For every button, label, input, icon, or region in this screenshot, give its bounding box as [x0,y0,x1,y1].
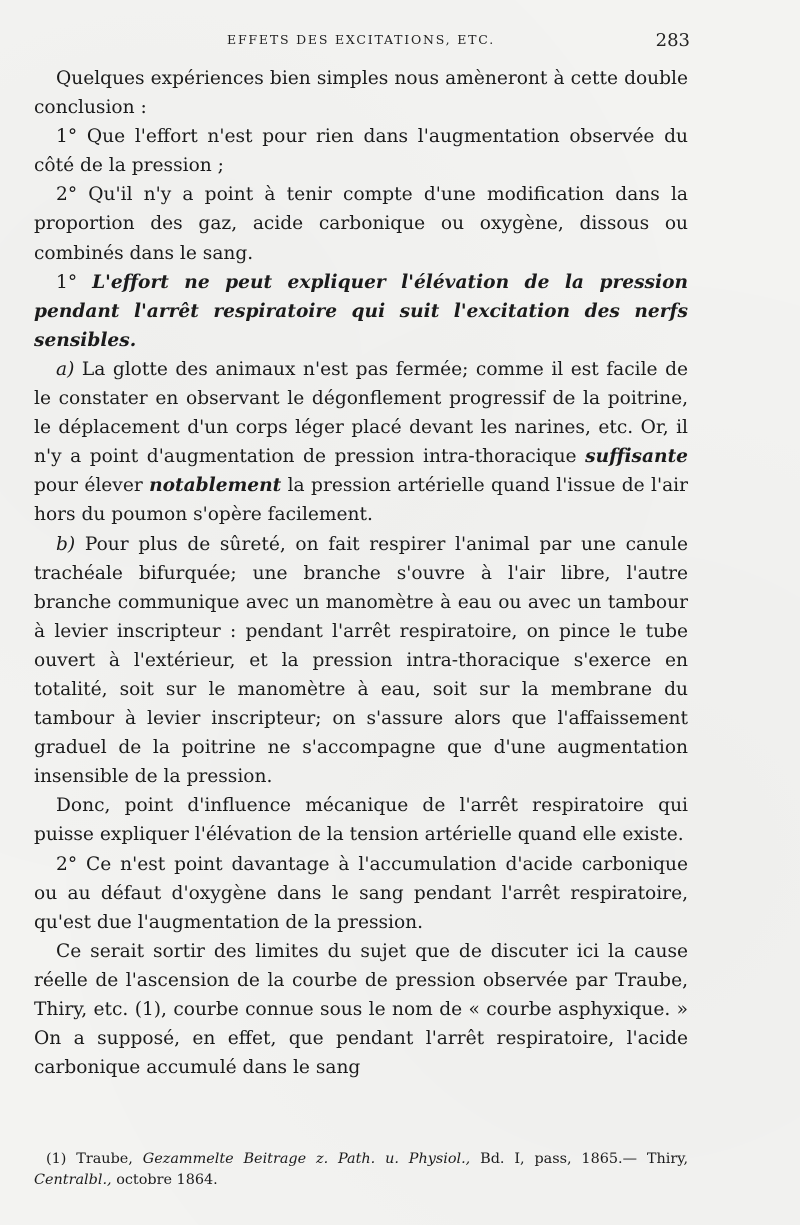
paragraph-intro: Quelques expériences bien simples nous amèneront à cette double conclusion : [34,68,688,119]
paragraph-conclusion: Donc, point d'influence mécanique de l'arrêt respiratoire qui puisse expliquer l'élévation de la tension artérielle quand elle existe. [34,795,688,846]
footnote-marker: (1) [46,1151,67,1167]
paragraph-a [34,355,688,530]
footnote-rest-2: octobre 1864. [116,1172,218,1188]
footnote-1 [34,1149,688,1191]
paragraph-section-2: 2° Ce n'est point davantage à l'accumulation d'acide carbonique ou au défaut d'oxygène dans le sang pendant l'arrêt respiratoire, qu'est due l'augmentation de la pression. [34,853,688,933]
footnote-title-2: Centralbl., [34,1172,112,1188]
footnote-author-2: Thiry, [646,1151,689,1167]
paragraph-b-text: Pour plus de sûreté, on fait respirer l'animal par une canule trachéale bifurquée; une branche s'ouvre à l'air libre, l'autre branche communique avec un manomètre à eau ou avec un tambour à levier inscripteur : pendant l'arrêt respiratoire, on pince le tube ouvert à l'extérieur, et la pression intra-thoracique s'exerce en totalité, soit sur le manomètre à eau, soit sur la membrane du tambour à levier inscripteur; on s'assure alors que l'affaissement graduel de la poitrine ne s'accompagne que d'une augmentation insensible de la pression. [34,533,688,788]
paragraph-point-2: 2° Qu'il n'y a point à tenir compte d'une modification dans la proportion des gaz, acide carbonique ou oxygène, dissous ou combinés dans le sang. [34,184,688,264]
section-number: 1° [56,271,78,293]
footnote-title-1: Gezammelte Beitrage z. Path. u. Physiol., [142,1151,471,1167]
paragraph-a-text-2: pour élever [34,475,143,497]
item-label-b: b) [56,533,76,555]
paragraph-b [34,530,688,792]
section-heading-text: L'effort ne peut expliquer l'élévation de la pression pendant l'arrêt respiratoire qui suit l'excitation des nerfs sensibles. [34,271,688,351]
footnote-rest-1: Bd. I, pass, 1865.— [480,1151,638,1167]
running-head: EFFETS DES EXCITATIONS, ETC. [227,32,495,47]
paragraph-discussion: Ce serait sortir des limites du sujet que de discuter ici la cause réelle de l'ascension de la courbe de pression observée par Traube, Thiry, etc. (1), courbe connue sous le nom de « courbe asphyxique. » On a supposé, en effet, que pendant l'arrêt respiratoire, l'acide carbonique accumulé dans le sang [34,940,688,1079]
section-heading-1 [34,268,688,355]
paragraph-a-emphasis-1: suffisante [585,446,688,468]
page-body [34,64,688,1082]
page-header [34,26,688,60]
paragraph-a-text-1: La glotte des animaux n'est pas fermée; comme il est facile de le constater en observant le dégonflement progressif de la poitrine, le déplacement d'un corps léger placé devant les narines, etc. Or, il n'y a point d'augmentation de pression intra-thoracique [34,358,688,468]
footnotes [34,1149,688,1191]
page-number: 283 [655,30,690,51]
footnote-author-1: Traube, [76,1151,133,1167]
paragraph-a-text-3: la pression artérielle quand l'issue de l'air hors du poumon s'opère facilement. [34,475,688,526]
item-label-a: a) [56,358,75,380]
paragraph-point-1: 1° Que l'effort n'est pour rien dans l'augmentation observée du côté de la pression ; [34,126,688,177]
paragraph-a-emphasis-2: notablement [149,475,282,497]
